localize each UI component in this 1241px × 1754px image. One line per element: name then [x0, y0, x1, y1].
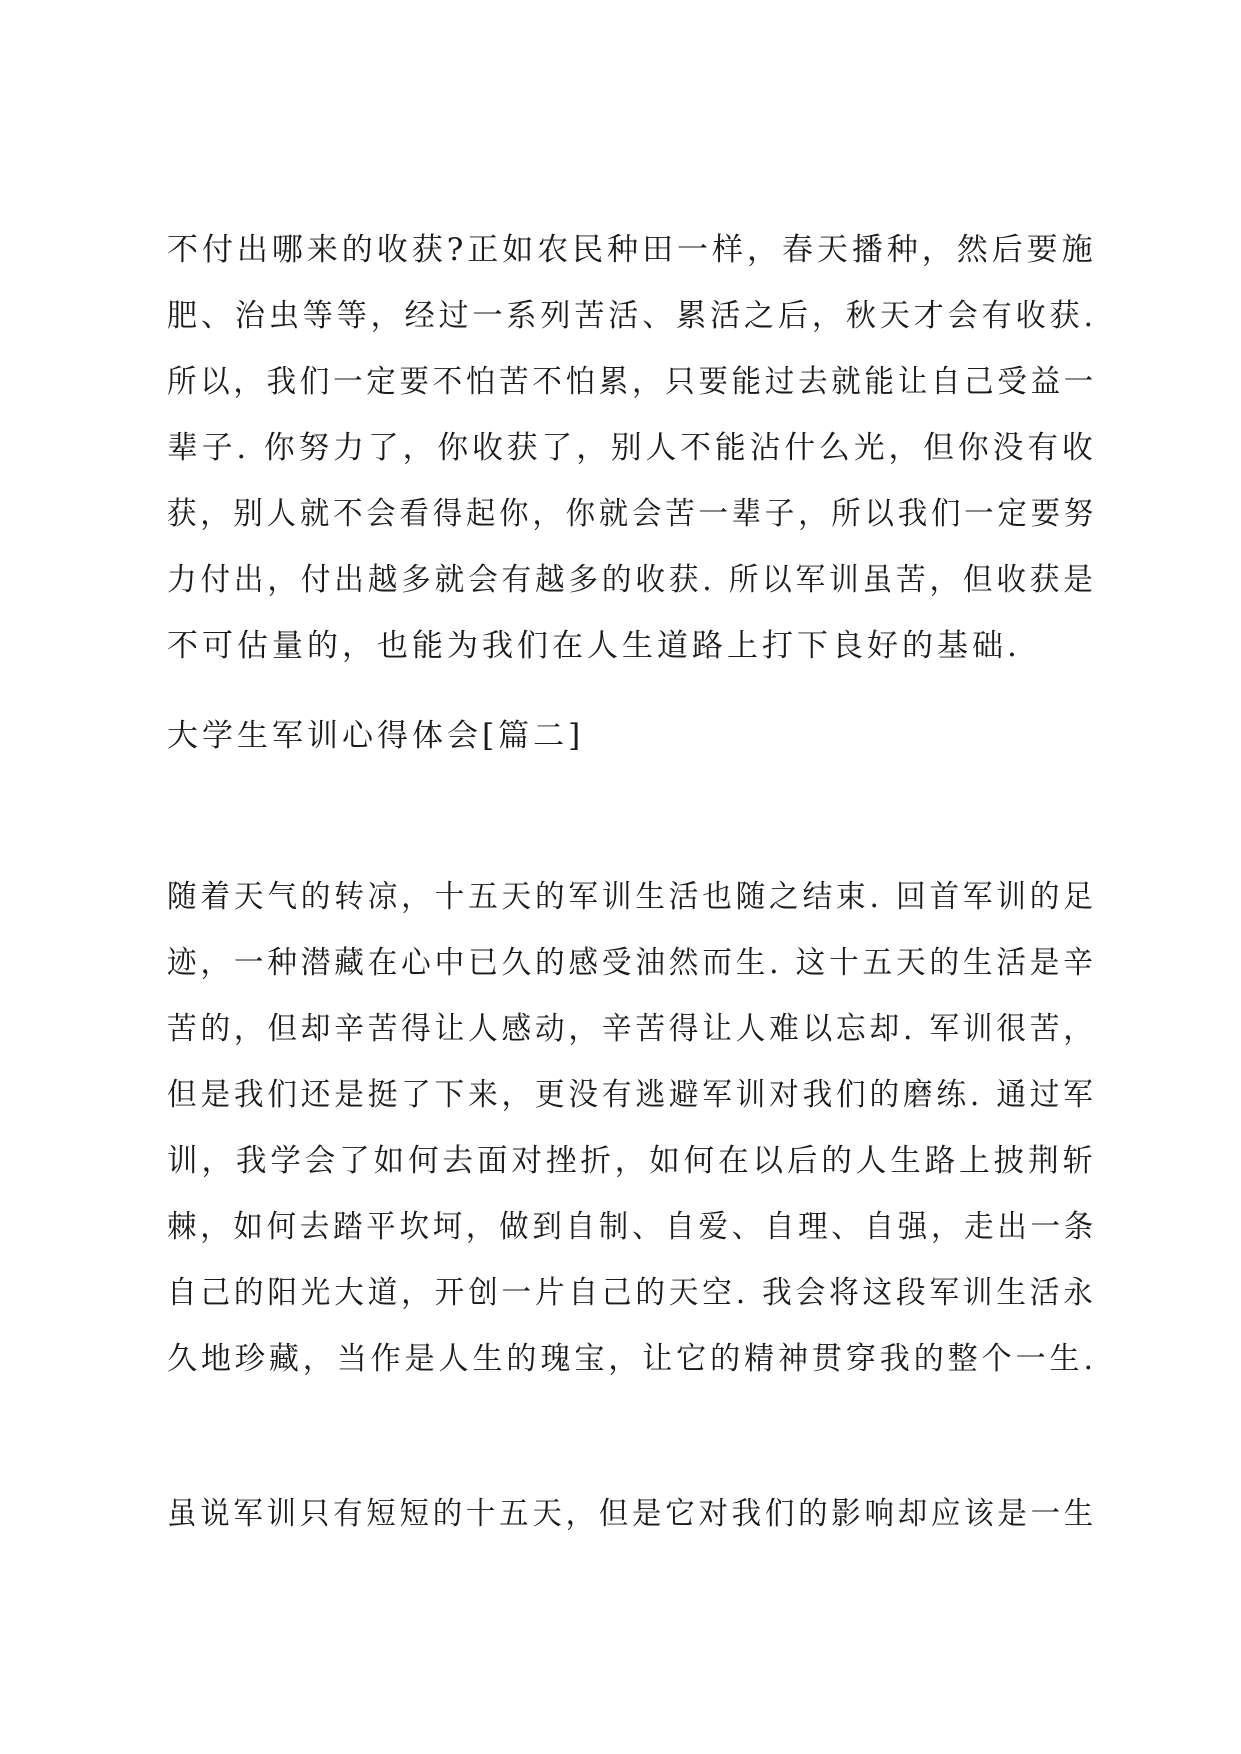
paragraph-3 [167, 1481, 1097, 1547]
paragraph-1 [167, 217, 1097, 679]
text-line: 随着天气的转凉，十五天的军训生活也随之结束. 回首军训的足 [167, 879, 1097, 915]
text-line: 所以，我们一定要不怕苦不怕累，只要能过去就能让自己受益一 [167, 364, 1098, 400]
text-line: 肥、治虫等等，经过一系列苦活、累活之后，秋天才会有收获. [167, 298, 1097, 334]
text-line: 训，我学会了如何去面对挫折，如何在以后的人生路上披荆斩 [167, 1143, 1097, 1179]
text-line: 虽说军训只有短短的十五天，但是它对我们的影响却应该是一生 [167, 1496, 1098, 1532]
text-line: 久地珍藏，当作是人生的瑰宝，让它的精神贯穿我的整个一生. [167, 1341, 1097, 1377]
text-line: 不付出哪来的收获?正如农民种田一样，春天播种，然后要施 [167, 232, 1097, 268]
text-line: 辈子. 你努力了，你收获了，别人不能沾什么光，但你没有收 [167, 430, 1097, 466]
paragraph-2 [167, 864, 1097, 1392]
text-line: 棘，如何去踏平坎坷，做到自制、自爱、自理、自强，走出一条 [167, 1209, 1098, 1245]
section-heading [167, 703, 1097, 769]
text-line: 但是我们还是挺了下来，更没有逃避军训对我们的磨练. 通过军 [167, 1077, 1097, 1113]
text-line: 力付出，付出越多就会有越多的收获. 所以军训虽苦，但收获是 [167, 562, 1097, 598]
section-heading-text: 大学生军训心得体会[篇二] [167, 718, 585, 754]
text-line: 苦的，但却辛苦得让人感动，辛苦得让人难以忘却. 军训很苦， [167, 1011, 1097, 1047]
text-line: 不可估量的，也能为我们在人生道路上打下良好的基础. [167, 628, 1021, 664]
text-line: 迹，一种潜藏在心中已久的感受油然而生. 这十五天的生活是辛 [167, 945, 1097, 981]
text-line: 获，别人就不会看得起你，你就会苦一辈子，所以我们一定要努 [167, 496, 1098, 532]
text-line: 自己的阳光大道，开创一片自己的天空. 我会将这段军训生活永 [167, 1275, 1097, 1311]
